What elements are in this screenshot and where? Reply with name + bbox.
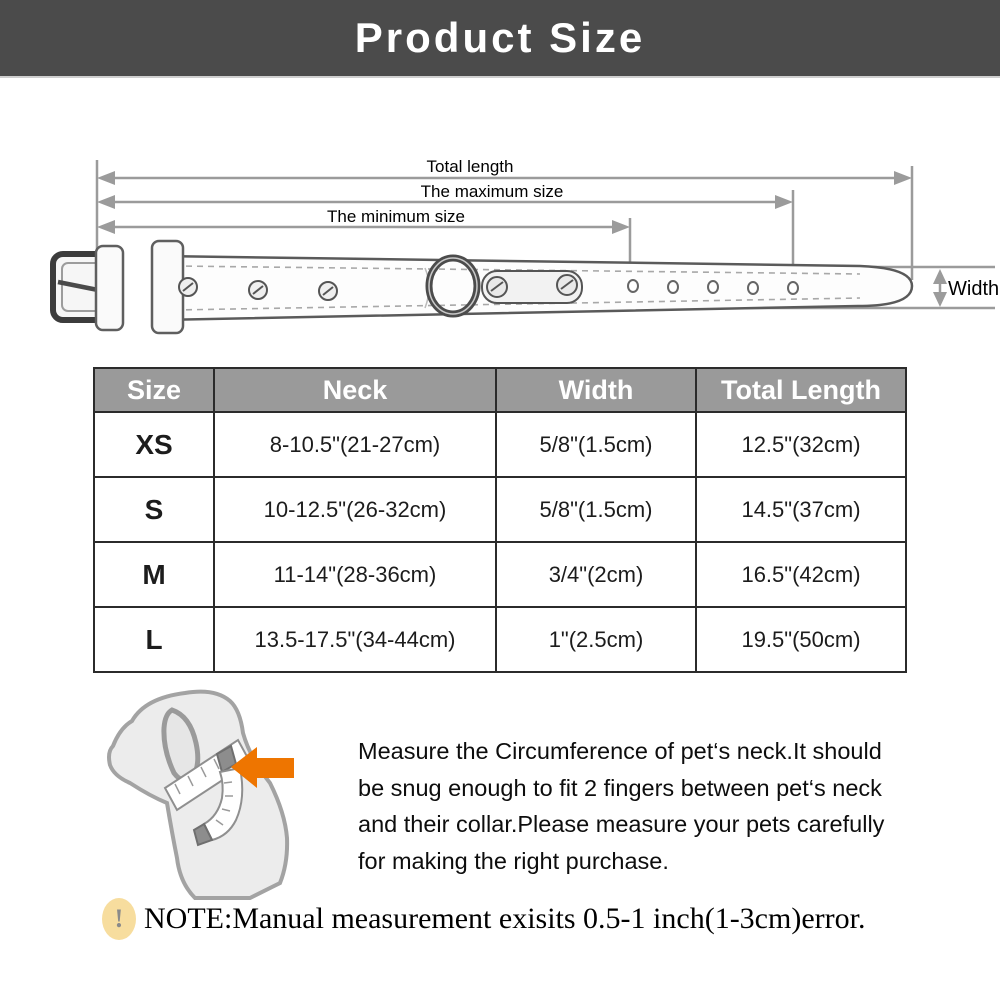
table-row [94, 412, 906, 477]
col-header-width: Width [496, 368, 696, 412]
page-title: Product Size [354, 14, 646, 61]
minimum-size-label: The minimum size [327, 207, 465, 226]
note-row [102, 898, 962, 940]
maximum-size-label: The maximum size [420, 182, 564, 201]
cell-width: 5/8"(1.5cm) [496, 477, 696, 542]
keeper-loop [96, 246, 123, 330]
table-row [94, 542, 906, 607]
cell-neck: 8-10.5"(21-27cm) [214, 412, 496, 477]
cell-width: 3/4"(2cm) [496, 542, 696, 607]
cell-neck: 11-14"(28-36cm) [214, 542, 496, 607]
col-header-total: Total Length [696, 368, 906, 412]
instruction-line: and their collar.Please measure your pets carefully [358, 811, 885, 837]
cell-width: 5/8"(1.5cm) [496, 412, 696, 477]
cell-total: 16.5"(42cm) [696, 542, 906, 607]
col-header-neck: Neck [214, 368, 496, 412]
dog-measuring-illustration [100, 688, 340, 903]
total-length-label: Total length [426, 157, 514, 176]
note-text: NOTE:Manual measurement exisits 0.5-1 inch(1-3cm)error. [144, 902, 866, 935]
cell-total: 12.5"(32cm) [696, 412, 906, 477]
measuring-instructions [358, 733, 933, 879]
header-bar [0, 0, 1000, 78]
cell-total: 19.5"(50cm) [696, 607, 906, 672]
cell-neck: 10-12.5"(26-32cm) [214, 477, 496, 542]
cell-size: M [94, 542, 214, 607]
instruction-line: Measure the Circumference of pet‘s neck.It should [358, 738, 882, 764]
exclamation-icon: ! [102, 898, 136, 940]
instruction-line: for making the right purchase. [358, 847, 669, 874]
instruction-line: be snug enough to fit 2 fingers between pet‘s neck [358, 774, 882, 801]
size-table [93, 367, 907, 673]
width-label: Width [948, 278, 1000, 300]
collar-illustration [53, 241, 912, 333]
cell-neck: 13.5-17.5"(34-44cm) [214, 607, 496, 672]
name-plate [482, 271, 582, 303]
cell-size: L [94, 607, 214, 672]
cell-width: 1"(2.5cm) [496, 607, 696, 672]
cell-total: 14.5"(37cm) [696, 477, 906, 542]
table-header-row [94, 368, 906, 412]
cell-size: S [94, 477, 214, 542]
col-header-size: Size [94, 368, 214, 412]
collar-measurement-diagram [0, 140, 1000, 355]
cell-size: XS [94, 412, 214, 477]
table-row [94, 607, 906, 672]
table-row [94, 477, 906, 542]
